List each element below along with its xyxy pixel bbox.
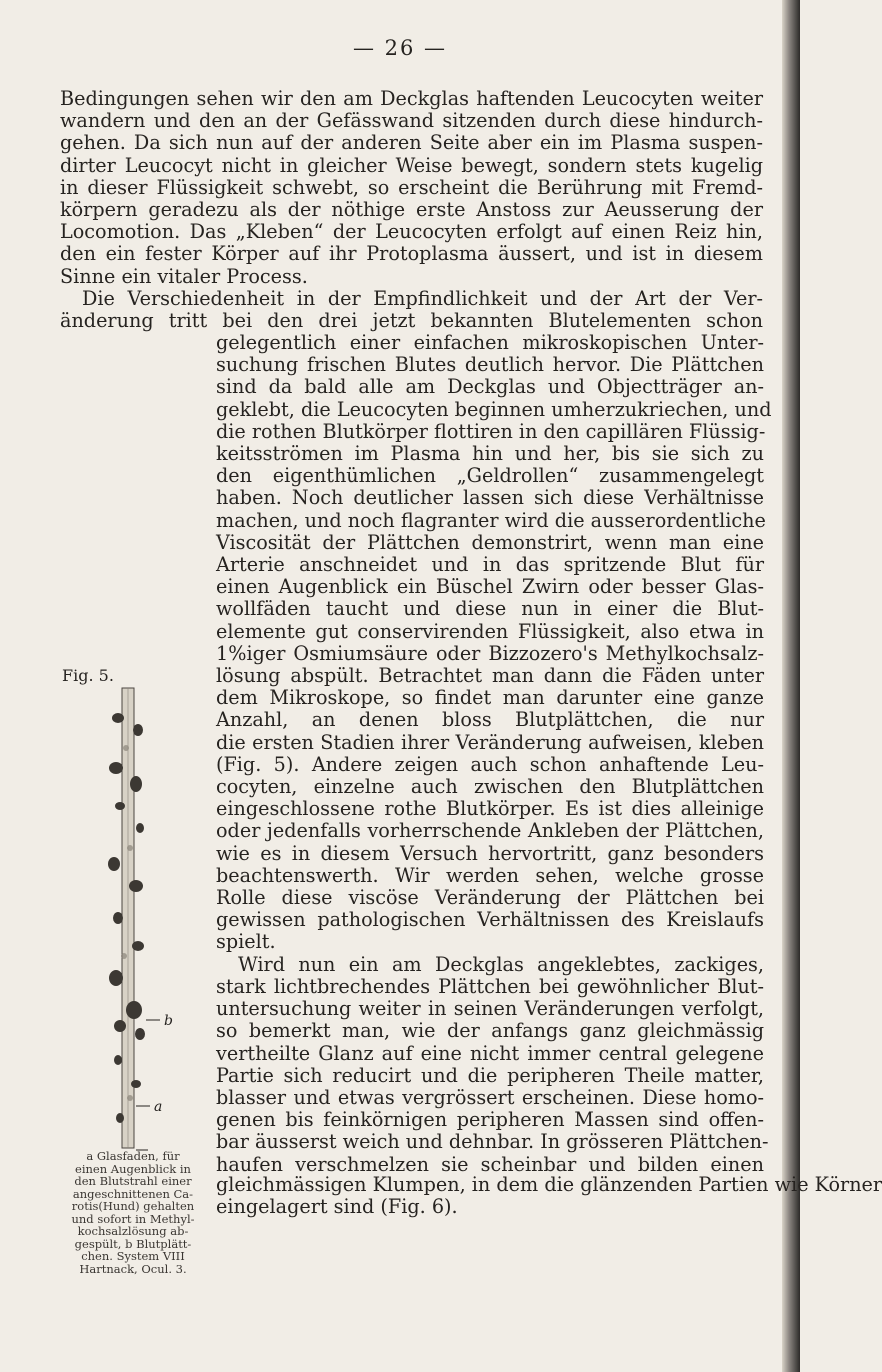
text-line: einen Augenblick ein Büschel Zwirn oder besser Glas- bbox=[216, 575, 764, 599]
text-line: den ein fester Körper auf ihr Protoplasma äussert, und ist in diesem bbox=[60, 242, 763, 266]
caption-line: Hartnack, Ocul. 3. bbox=[79, 1261, 187, 1276]
text-line: spielt. bbox=[216, 930, 276, 954]
text-line: 1%iger Osmiumsäure oder Bizzozero's Methylkochsalz- bbox=[216, 641, 764, 665]
text-line: körpern geradezu als der nöthige erste Anstoss zur Aeusserung der bbox=[60, 198, 763, 222]
text-line: Locomotion. Das „Kleben“ der Leucocyten erfolgt auf einen Reiz hin, bbox=[60, 220, 763, 244]
caption-line: kochsalzlösung ab- bbox=[77, 1224, 189, 1238]
text-line: gehen. Da sich nun auf der anderen Seite aber ein im Plasma suspen- bbox=[60, 131, 763, 155]
text-line: haufen verschmelzen sie scheinbar und bilden einen bbox=[216, 1152, 764, 1176]
text-line: eingelagert sind (Fig. 6). bbox=[216, 1195, 458, 1219]
text-line: Viscosität der Plättchen demonstrirt, wenn man eine bbox=[216, 530, 764, 554]
text-line: cocyten, einzelne auch zwischen den Blutplättchen bbox=[216, 775, 764, 799]
text-line: die ersten Stadien ihrer Veränderung aufweisen, kleben bbox=[216, 730, 764, 754]
text-line: änderung tritt bei den drei jetzt bekannten Blutelementen schon bbox=[60, 309, 763, 333]
text-line: Wird nun ein am Deckglas angeklebtes, zackiges, bbox=[238, 952, 764, 976]
text-line: lösung abspült. Betrachtet man dann die Fäden unter bbox=[216, 664, 764, 688]
text-line: eingeschlossene rothe Blutkörper. Es ist dies alleinige bbox=[216, 797, 764, 821]
caption-line: rotis(Hund) gehalten bbox=[71, 1199, 195, 1213]
text-line: untersuchung weiter in seinen Veränderungen verfolgt, bbox=[216, 997, 764, 1021]
text-line: elemente gut conservirenden Flüssigkeit, also etwa in bbox=[216, 619, 764, 643]
text-line: gelegentlich einer einfachen mikroskopischen Unter- bbox=[216, 331, 764, 354]
caption-line: gespült, b Blutplätt- bbox=[74, 1236, 192, 1251]
page-edge-shadow bbox=[782, 0, 800, 1372]
caption-line: a Glasfaden, für bbox=[86, 1149, 180, 1163]
marker-b: b bbox=[164, 1013, 173, 1029]
text-line: gleichmässigen Klumpen, in dem die glänzenden Partien wie Körner bbox=[216, 1173, 882, 1196]
caption-line: einen Augenblick in bbox=[75, 1161, 191, 1176]
text-line: blasser und etwas vergrössert erscheinen. Diese homo- bbox=[216, 1085, 764, 1109]
text-line: haben. Noch deutlicher lassen sich diese Verhältnisse bbox=[216, 486, 764, 510]
text-line: Bedingungen sehen wir den am Deckglas haftenden Leucocyten weiter bbox=[60, 87, 763, 110]
text-line: geklebt, die Leucocyten beginnen umherzukriechen, und bbox=[216, 397, 772, 421]
caption-line: angeschnittenen Ca- bbox=[72, 1186, 194, 1201]
text-line: den eigenthümlichen „Geldrollen“ zusammengelegt bbox=[216, 464, 764, 488]
right-column-text bbox=[216, 331, 772, 1176]
text-line: Anzahl, an denen bloss Blutplättchen, die nur bbox=[216, 708, 764, 732]
text-line: gewissen pathologischen Verhältnissen des Kreislaufs bbox=[216, 908, 764, 932]
figure-5-illustration bbox=[96, 688, 206, 1148]
caption-line: den Blutstrahl einer bbox=[74, 1174, 192, 1188]
text-line: Sinne ein vitaler Process. bbox=[60, 264, 308, 288]
text-line: wollfäden taucht und diese nun in einer die Blut- bbox=[216, 597, 764, 621]
text-line: Arterie anschneidet und in das spritzende Blut für bbox=[216, 553, 764, 577]
text-line: beachtenswerth. Wir werden sehen, welche grosse bbox=[216, 863, 764, 887]
text-line: wie es in diesem Versuch hervortritt, ganz besonders bbox=[216, 841, 764, 865]
text-line: Rolle diese viscöse Veränderung der Plättchen bei bbox=[216, 886, 764, 910]
text-line: (Fig. 5). Andere zeigen auch schon anhaftende Leu- bbox=[216, 752, 764, 776]
caption-line: chen. System VIII bbox=[81, 1249, 185, 1263]
text-line: machen, und noch flagranter wird die ausserordentliche bbox=[216, 508, 766, 532]
text-line: so bemerkt man, wie der anfangs ganz gleichmässig bbox=[216, 1019, 764, 1043]
text-line: bar äusserst weich und dehnbar. In grösseren Plättchen- bbox=[216, 1130, 769, 1154]
figure-label: Fig. 5. bbox=[62, 666, 114, 685]
text-line: Die Verschiedenheit in der Empfindlichkeit und der Art der Ver- bbox=[82, 286, 763, 310]
text-line: stark lichtbrechendes Plättchen bei gewöhnlicher Blut- bbox=[216, 974, 764, 998]
text-line: wandern und den an der Gefässwand sitzenden durch diese hindurch- bbox=[60, 109, 763, 133]
text-line: vertheilte Glanz auf eine nicht immer central gelegene bbox=[216, 1041, 764, 1065]
text-line: oder jedenfalls vorherrschende Ankleben der Plättchen, bbox=[216, 819, 764, 843]
text-line: keitsströmen im Plasma hin und her, bis sie sich zu bbox=[216, 442, 764, 466]
text-line: in dieser Flüssigkeit schwebt, so erscheint die Berührung mit Fremd- bbox=[60, 175, 763, 199]
text-line: dirter Leucocyt nicht in gleicher Weise bewegt, sondern stets kugelig bbox=[60, 153, 763, 177]
text-line: die rothen Blutkörper flottiren in den capillären Flüssig- bbox=[216, 419, 766, 443]
text-line: sind da bald alle am Deckglas und Objectträger an- bbox=[216, 375, 764, 399]
top-paragraph bbox=[60, 88, 763, 332]
text-line: dem Mikroskope, so findet man darunter eine ganze bbox=[216, 686, 764, 710]
caption-line: und sofort in Methyl- bbox=[71, 1211, 195, 1226]
text-line: genen bis feinkörnigen peripheren Massen sind offen- bbox=[216, 1108, 764, 1132]
text-line: suchung frischen Blutes deutlich hervor. Die Plättchen bbox=[216, 353, 764, 377]
marker-a: a bbox=[154, 1099, 163, 1115]
page-number: — 26 — bbox=[352, 36, 448, 60]
text-line: Partie sich reducirt und die peripheren Theile matter, bbox=[216, 1063, 764, 1087]
